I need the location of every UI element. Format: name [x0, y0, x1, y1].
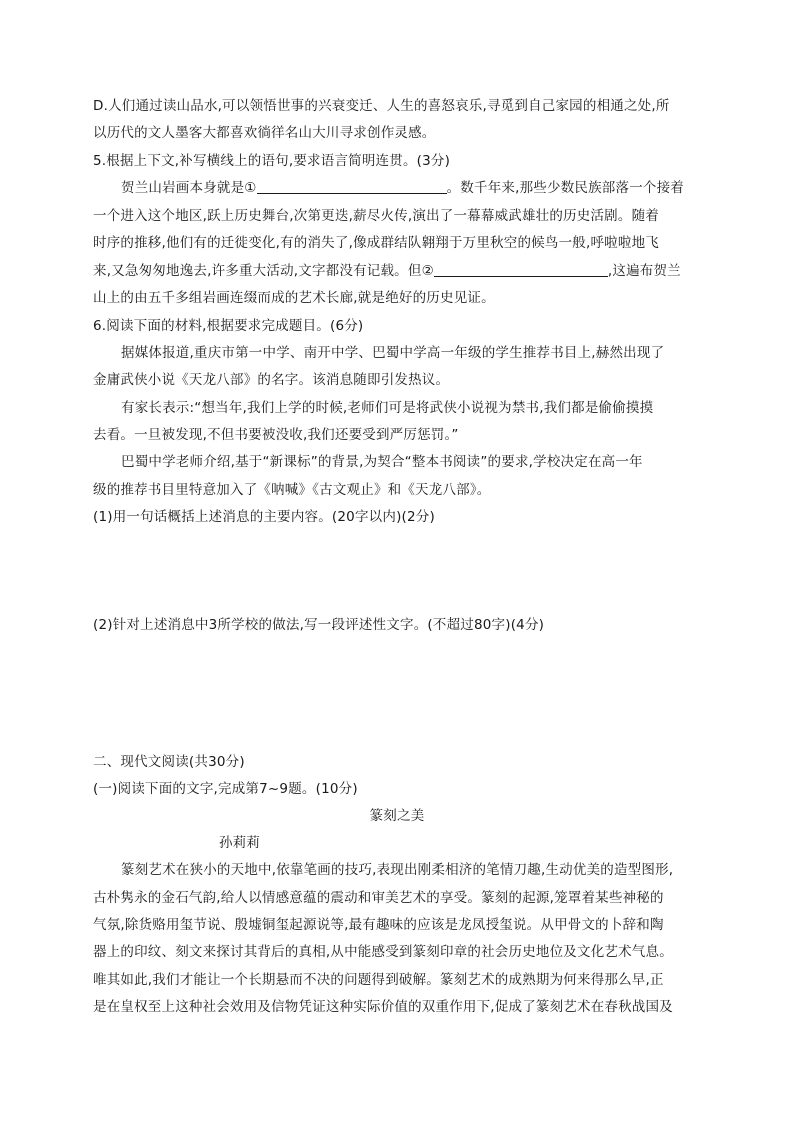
- q6-paragraph-3-line-1: 巴蜀中学老师介绍,基于“新课标”的背景,为契合“整本书阅读”的要求,学校决定在高一年: [121, 454, 643, 470]
- article-author: 孙莉莉: [219, 835, 261, 851]
- q6-paragraph-2-line-1: 有家长表示:“想当年,我们上学的时候,老师们可是将武侠小说视为禁书,我们都是偷偷摸摸: [121, 400, 654, 416]
- answer-blank-1[interactable]: [257, 179, 447, 194]
- q5-passage-line-1: [121, 178, 684, 198]
- q5-passage-line-2: 一个进入这个地区,跃上历史舞台,次第更迭,薪尽火传,演出了一幕幕威武雄壮的历史活剧。随着: [93, 208, 659, 224]
- q5-passage-line-4: [93, 261, 681, 281]
- q5-passage-line-3: 时序的推移,他们有的迁徙变化,有的消失了,像成群结队翱翔于万里秋空的候鸟一般,呼啦啦地飞: [93, 235, 659, 251]
- q6-subquestion-2: (2)针对上述消息中3所学校的做法,写一段评述性文字。(不超过80字)(4分): [93, 617, 545, 633]
- q6-paragraph-2-line-2: 去看。一旦被发现,不但书要被没收,我们还要受到严厉惩罚。”: [93, 427, 459, 443]
- q5-text: 贺兰山岩画本身就是①: [121, 180, 257, 196]
- question-5-heading: 5.根据上下文,补写横线上的语句,要求语言简明连贯。(3分): [93, 153, 451, 169]
- q5-passage-line-5: 山上的由五千多组岩画连缀而成的艺术长廊,就是绝好的历史见证。: [93, 290, 495, 306]
- q6-paragraph-1-line-2: 金庸武侠小说《天龙八部》的名字。该消息随即引发热议。: [93, 372, 450, 388]
- q5-text: 。数千年来,那些少数民族部落一个接着: [446, 180, 685, 196]
- article-line-3: 气氛,除货赂用玺节说、殷墟铜玺起源说等,最有趣味的应该是龙凤授玺说。从甲骨文的卜辞和陶: [93, 917, 664, 933]
- article-line-1: 篆刻艺术在狭小的天地中,依靠笔画的技巧,表现出刚柔相济的笔情刀趣,生动优美的造型图形,: [121, 862, 674, 878]
- option-d-line-2: 以历代的文人墨客大都喜欢徜徉名山大川寻求创作灵感。: [93, 125, 436, 141]
- question-6-heading: 6.阅读下面的材料,根据要求完成题目。(6分): [93, 318, 364, 334]
- section-2-heading: 二、现代文阅读(共30分): [93, 754, 245, 770]
- q6-paragraph-3-line-2: 级的推荐书目里特意加入了《呐喊》《古文观止》和《天龙八部》。: [93, 482, 491, 498]
- article-line-5: 唯其如此,我们才能让一个长期悬而不决的问题得到破解。篆刻艺术的成熟期为何来得那么早,正: [93, 972, 664, 988]
- option-d-line-1: D.人们通过读山品水,可以领悟世事的兴衰变迁、人生的喜怒哀乐,寻觅到自己家园的相通之处,所: [93, 98, 670, 114]
- article-line-6: 是在皇权至上这种社会效用及信物凭证这种实际价值的双重作用下,促成了篆刻艺术在春秋战国及: [93, 999, 673, 1015]
- article-line-4: 器上的印纹、刻文来探讨其背后的真相,从中能感受到篆刻印章的社会历史地位及文化艺术气息。: [93, 944, 673, 960]
- q5-text: 来,又急匆匆地逸去,许多重大活动,文字都没有记载。但②: [93, 263, 434, 279]
- article-title: 篆刻之美: [369, 808, 425, 824]
- section-2-subheading: (一)阅读下面的文字,完成第7~9题。(10分): [93, 781, 358, 797]
- q5-text: ,这遍布贺兰: [607, 263, 681, 279]
- q6-subquestion-1: (1)用一句话概括上述消息的主要内容。(20字以内)(2分): [93, 509, 435, 525]
- q6-paragraph-1-line-1: 据媒体报道,重庆市第一中学、南开中学、巴蜀中学高一年级的学生推荐书目上,赫然出现了: [121, 345, 665, 361]
- article-line-2: 古朴隽永的金石气韵,给人以情感意蕴的震动和审美艺术的享受。篆刻的起源,笼罩着某些神秘的: [93, 890, 664, 906]
- answer-blank-2[interactable]: [434, 262, 608, 277]
